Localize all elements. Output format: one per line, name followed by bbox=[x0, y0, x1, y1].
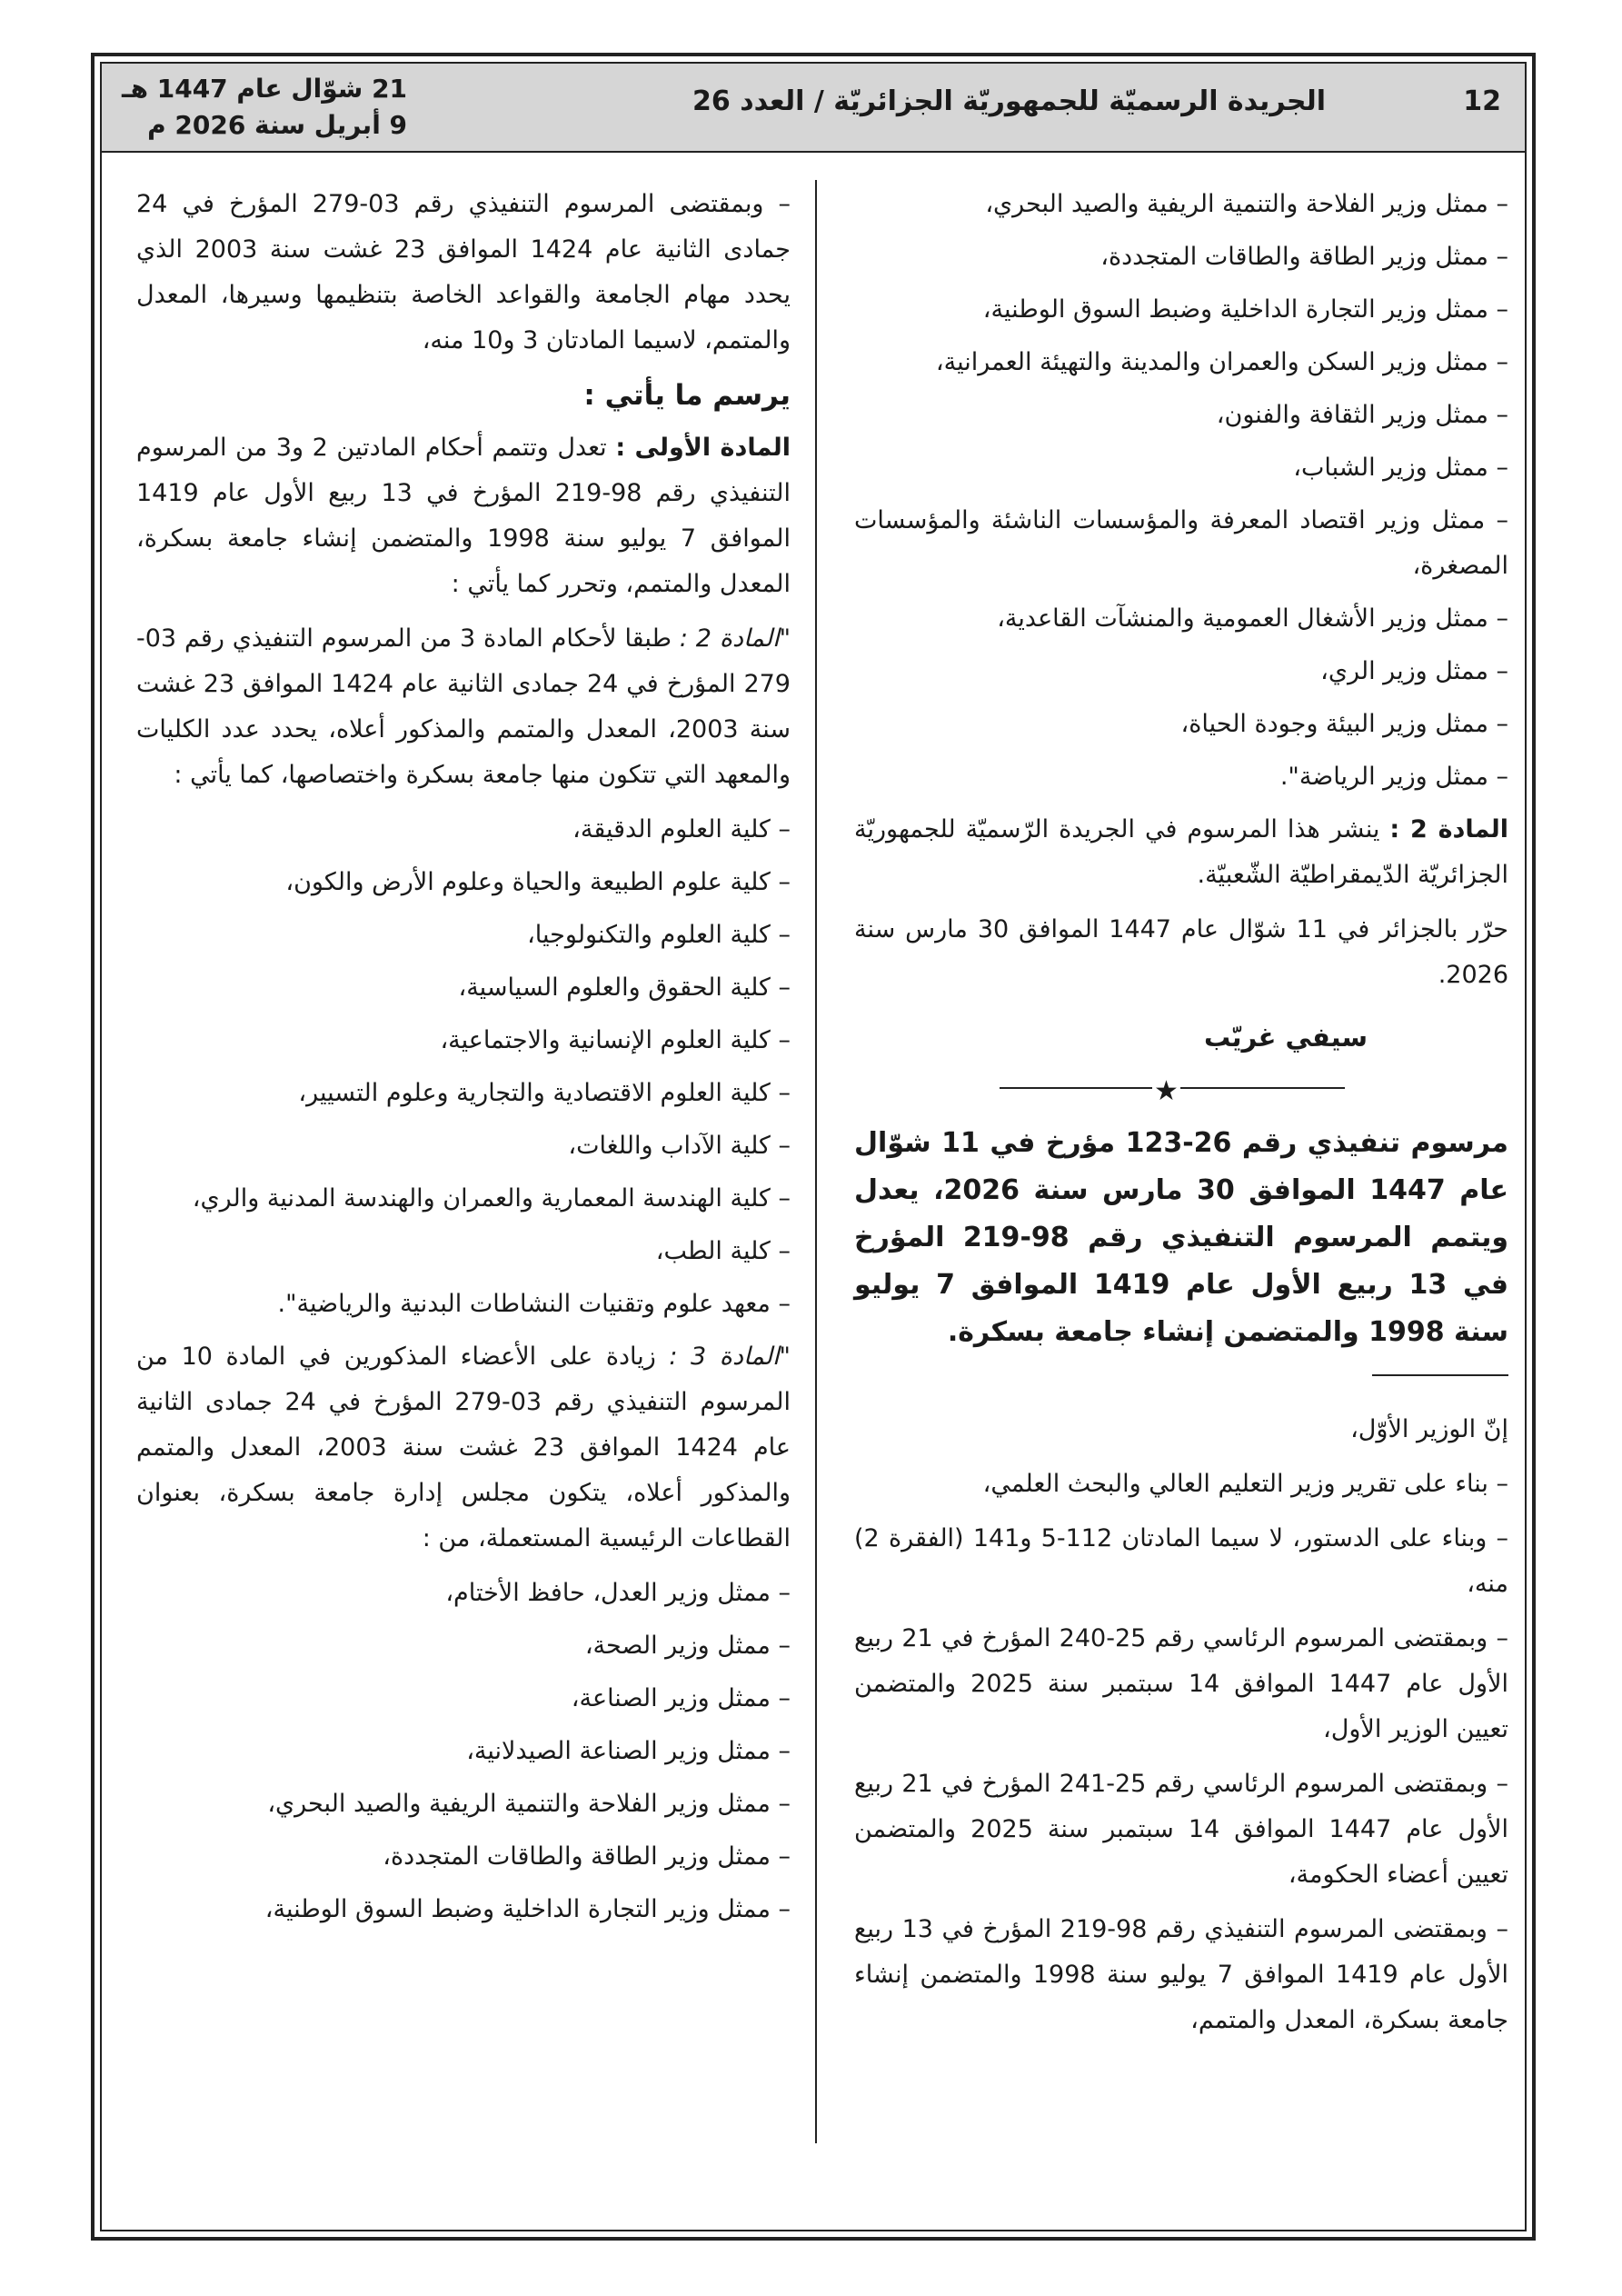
faculty-item: – كلية العلوم الاقتصادية والتجارية وعلوم التسيير، bbox=[136, 1071, 791, 1116]
issue-date bbox=[122, 71, 407, 144]
member-item: – ممثل وزير التجارة الداخلية وضبط السوق الوطنية، bbox=[854, 287, 1508, 333]
member-item: – ممثل وزير الثقافة والفنون، bbox=[854, 393, 1508, 438]
member-item: – ممثل وزير الصحة، bbox=[136, 1623, 791, 1669]
faculty-item: – كلية الهندسة المعمارية والعمران والهندسة المدنية والري، bbox=[136, 1176, 791, 1222]
decree-title: مرسوم تنفيذي رقم 26-123 مؤرخ في 11 شوّال عام 1447 الموافق 30 مارس سنة 2026، يعدل ويتمم المرسوم التنفيذي رقم 98-219 المؤرخ في 13 ربيع الأول عام 1419 الموافق 7 يوليو سنة 1998 والمتضمن إنشاء جامعة بسكرة. bbox=[854, 1127, 1508, 1348]
faculty-item: – كلية الطب، bbox=[136, 1229, 791, 1274]
decrees-heading: يرسم ما يأتي : bbox=[583, 379, 791, 412]
amended-article-3-label: "المادة 3 : bbox=[669, 1343, 791, 1371]
column-divider bbox=[815, 180, 817, 2143]
amended-article-2-label: "المادة 2 : bbox=[679, 624, 791, 653]
journal-title: الجريدة الرسميّة للجمهوريّة الجزائريّة / العدد 26 bbox=[692, 85, 1327, 117]
member-item: – ممثل وزير السكن والعمران والمدينة والتهيئة العمرانية، bbox=[854, 340, 1508, 385]
faculty-item: – كلية علوم الطبيعة والحياة وعلوم الأرض والكون، bbox=[136, 860, 791, 905]
member-item: – ممثل وزير اقتصاد المعرفة والمؤسسات الناشئة والمؤسسات المصغرة، bbox=[854, 498, 1508, 589]
preamble-item: – وبمقتضى المرسوم الرئاسي رقم 25-240 المؤرخ في 21 ربيع الأول عام 1447 الموافق 14 سبتمبر سنة 2025 والمتضمن تعيين الوزير الأول، bbox=[854, 1616, 1508, 1752]
signatory: سيفي غريّب bbox=[1203, 1022, 1368, 1053]
preamble-item: – وبمقتضى المرسوم التنفيذي رقم 03-279 المؤرخ في 24 جمادى الثانية عام 1424 الموافق 23 غشت سنة 2003 الذي يحدد مهام الجامعة والقواعد الخاصة بتنظيمها وسيرها، المعدل والمتمم، لاسيما المادتان 3 و10 منه، bbox=[136, 182, 791, 364]
member-item: – ممثل وزير الطاقة والطاقات المتجددة، bbox=[136, 1834, 791, 1880]
member-item: – ممثل وزير الأشغال العمومية والمنشآت القاعدية، bbox=[854, 596, 1508, 642]
member-item: – ممثل وزير الفلاحة والتنمية الريفية والصيد البحري، bbox=[854, 182, 1508, 227]
faculty-item: – كلية الآداب واللغات، bbox=[136, 1123, 791, 1169]
member-item: – ممثل وزير الصناعة الصيدلانية، bbox=[136, 1729, 791, 1774]
amended-article-3-text: زيادة على الأعضاء المذكورين في المادة 10 من المرسوم التنفيذي رقم 03-279 المؤرخ في 24 جمادى الثانية عام 1424 الموافق 23 غشت سنة 2003، المعدل والمتمم والمذكور أعلاه، يتكون مجلس إدارة جامعة بسكرة، بعنوان القطاعات الرئيسية المستعملة، من : bbox=[136, 1343, 791, 1552]
member-item: – ممثل وزير التجارة الداخلية وضبط السوق الوطنية، bbox=[136, 1887, 791, 1932]
article-2-text: ينشر هذا المرسوم في الجريدة الرّسميّة للجمهوريّة الجزائريّة الدّيمقراطيّة الشّعبيّة. bbox=[854, 815, 1508, 889]
faculty-item: – كلية العلوم الإنسانية والاجتماعية، bbox=[136, 1018, 791, 1063]
preamble-item: – وبمقتضى المرسوم الرئاسي رقم 25-241 المؤرخ في 21 ربيع الأول عام 1447 الموافق 14 سبتمبر سنة 2025 والمتضمن تعيين أعضاء الحكومة، bbox=[854, 1762, 1508, 1898]
left-column bbox=[136, 182, 791, 1940]
preamble-item: – وبناء على الدستور، لا سيما المادتان 112-5 و141 (الفقرة 2) منه، bbox=[854, 1516, 1508, 1607]
member-item: – ممثل وزير الصناعة، bbox=[136, 1676, 791, 1722]
star-icon: ★ bbox=[1152, 1069, 1180, 1114]
issue-date-gregorian: 9 أبريل سنة 2026 م bbox=[147, 110, 408, 140]
preamble-item: – بناء على تقرير وزير التعليم العالي والبحث العلمي، bbox=[854, 1462, 1508, 1507]
faculty-item: – كلية العلوم الدقيقة، bbox=[136, 807, 791, 853]
faculty-item: – كلية الحقوق والعلوم السياسية، bbox=[136, 965, 791, 1011]
member-item: – ممثل وزير الشباب، bbox=[854, 445, 1508, 491]
prime-minister: إنّ الوزير الأوّل، bbox=[1350, 1415, 1508, 1443]
article-2-label: المادة 2 : bbox=[1389, 815, 1509, 844]
faculty-item: – معهد علوم وتقنيات النشاطات البدنية والرياضية". bbox=[136, 1282, 791, 1327]
member-item: – ممثل وزير الرياضة". bbox=[854, 754, 1508, 800]
article-1 bbox=[136, 425, 791, 607]
article-2 bbox=[854, 807, 1508, 898]
amended-article-2-text: طبقا لأحكام المادة 3 من المرسوم التنفيذي رقم 03-279 المؤرخ في 24 جمادى الثانية عام 1424 الموافق 23 غشت سنة 2003، المعدل والمتمم والمذكور أعلاه، يحدد عدد الكليات والمعهد التي تتكون منها جامعة بسكرة واختصاصها، كما يأتي : bbox=[136, 624, 791, 789]
article-1-label: المادة الأولى : bbox=[615, 434, 791, 462]
page-header bbox=[102, 64, 1525, 153]
member-item: – ممثل وزير الفلاحة والتنمية الريفية والصيد البحري، bbox=[136, 1782, 791, 1827]
article-1-text: تعدل وتتمم أحكام المادتين 2 و3 من المرسوم التنفيذي رقم 98-219 المؤرخ في 13 ربيع الأول عام 1419 الموافق 7 يوليو سنة 1998 والمتضمن إنشاء جامعة بسكرة، المعدل والمتمم، وتحرر كما يأتي : bbox=[136, 434, 791, 598]
preamble-item: – وبمقتضى المرسوم التنفيذي رقم 98-219 المؤرخ في 13 ربيع الأول عام 1419 الموافق 7 يوليو سنة 1998 والمتضمن إنشاء جامعة بسكرة، المعدل والمتمم، bbox=[854, 1907, 1508, 2043]
member-item: – ممثل وزير العدل، حافظ الأختام، bbox=[136, 1571, 791, 1616]
done-at: حرّر بالجزائر في 11 شوّال عام 1447 الموافق 30 مارس سنة 2026. bbox=[854, 915, 1508, 989]
page-number: 12 bbox=[1463, 85, 1501, 117]
member-item: – ممثل وزير البيئة وجودة الحياة، bbox=[854, 702, 1508, 747]
amended-article-3 bbox=[136, 1334, 791, 1562]
amended-article-2 bbox=[136, 616, 791, 798]
issue-date-hijri: 21 شوّال عام 1447 هـ bbox=[122, 74, 408, 104]
star-separator bbox=[854, 1069, 1508, 1105]
short-separator bbox=[1372, 1374, 1508, 1376]
right-column bbox=[854, 182, 1508, 2052]
member-item: – ممثل وزير الري، bbox=[854, 649, 1508, 694]
member-item: – ممثل وزير الطاقة والطاقات المتجددة، bbox=[854, 235, 1508, 280]
faculty-item: – كلية العلوم والتكنولوجيا، bbox=[136, 913, 791, 958]
